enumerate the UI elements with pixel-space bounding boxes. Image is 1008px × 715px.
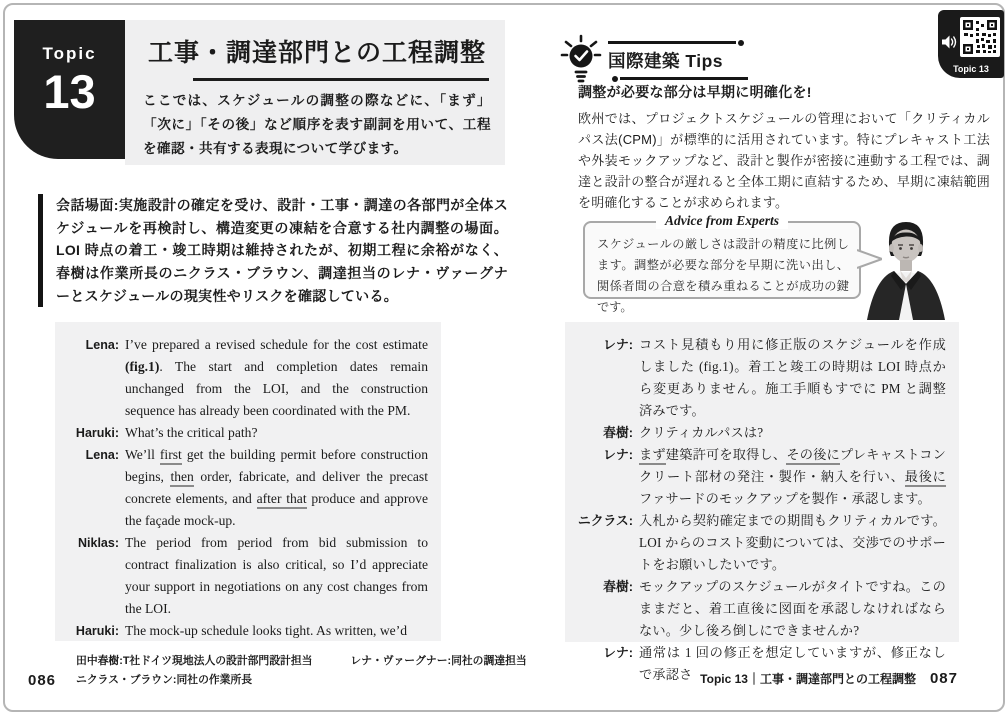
credit-niklas: ニクラス・ブラウン:同社の作業所長 [76, 673, 253, 686]
topic-label: Topic [42, 44, 97, 63]
expert-photo [863, 212, 949, 325]
dialogue-text: まず建築許可を取得し、その後にプレキャストコンクリート部材の発注・製作・納入を行い、最後にファサードのモックアップを製作・承認します。 [639, 447, 947, 506]
speaker-label: Lena: [85, 338, 119, 352]
speaker-label: レナ: [603, 337, 633, 352]
tips-rule-top [608, 41, 736, 44]
page-number-right: 087 [929, 670, 958, 687]
scene-description: 会話場面:実施設計の確定を受け、設計・工事・調達の各部門が全体スケジュールを再検討し、構造変更の凍結を合意する社内調整の場面。LOI 時点の着工・竣工時期は維持されたが、初期工程に余裕がなく、春樹は作業所長のニクラス・ブラウン、調達担当のレナ・ヴァーグナーとスケジュールの現実性やリスクを確認している。 [38, 194, 508, 307]
speaker-icon [941, 34, 958, 55]
dialogue-text: We’ll first get the building permit before construction begins, then order, fabricate, and deliver the precast concrete elements, and after that produce and approve the façade mock-up. [125, 447, 428, 528]
tips-heading: 調整が必要な部分は早期に明確化を! [578, 84, 812, 100]
topic-badge [14, 20, 125, 159]
left-footer [28, 652, 527, 689]
sequence-word: first [160, 447, 182, 465]
topic-number: 13 [43, 65, 96, 118]
sequence-word: then [170, 469, 193, 487]
page-number-left: 086 [28, 672, 57, 689]
right-footer [700, 670, 958, 687]
dialogue-text: コスト見積もり用に修正版のスケジュールを作成しました (fig.1)。着工と竣工の時期は LOI 時点から変更ありません。施工手順もすでに PM と調整済みです。 [639, 337, 946, 418]
dialogue-text: クリティカルパスは? [639, 425, 764, 440]
sequence-word: after that [257, 491, 307, 509]
dialogue-text: 通常は 1 回の修正を想定していますが、修正なしで承認さ [639, 645, 946, 682]
title-panel [125, 20, 505, 165]
dialogue-row [571, 422, 946, 444]
dialogue-row [63, 444, 428, 532]
dialogue-text: The mock-up schedule looks tight. As written, we’d [125, 623, 408, 638]
dialogue-panel-english [55, 322, 441, 641]
qr-code [960, 17, 1000, 62]
dialogue-row [63, 620, 428, 642]
dialogue-row [571, 334, 946, 422]
lightbulb-check-icon [560, 34, 602, 89]
speaker-label: 春樹: [603, 425, 633, 440]
speaker-label: レナ: [603, 447, 633, 462]
tips-title: 国際建築 Tips [608, 51, 724, 71]
dialogue-row [571, 444, 946, 510]
speaker-label: Haruki: [75, 426, 119, 440]
dialogue-text: What’s the critical path? [125, 425, 258, 440]
topic-intro: ここでは、スケジュールの調整の際などに、「まず」「次に」「その後」など順序を表す副詞を用いて、工程を確認・共有する表現について学びます。 [143, 93, 491, 157]
sequence-word: その後に [786, 447, 840, 465]
credit-lena: レナ・ヴァーグナー:同社の調達担当 [350, 655, 527, 668]
dialogue-text: モックアップのスケジュールがタイトですね。このままだと、着工直後に図面を承認しなければならない。少し後ろ倒しにできませんか? [639, 579, 946, 638]
advice-bubble [583, 213, 861, 314]
footer-topic-title: Topic 13｜工事・調達部門との工程調整 [700, 672, 916, 686]
advice-text: スケジュールの厳しさは設計の精度に比例します。調整が必要な部分を早期に洗い出し、関係者間の合意を積み重ねることが成功の鍵です。 [597, 237, 849, 314]
tips-rule-bottom [620, 77, 748, 80]
dialogue-row [571, 576, 946, 642]
character-credits [76, 652, 527, 689]
title-divider [193, 78, 489, 81]
audio-qr-badge [938, 10, 1004, 78]
credit-haruki: 田中春樹:T社ドイツ現地法人の設計部門設計担当 [76, 655, 313, 668]
speaker-label: Haruki: [75, 624, 119, 638]
bold-text: (fig.1) [125, 359, 160, 374]
dialogue-row [63, 532, 428, 620]
tips-section [578, 82, 990, 213]
tips-header [560, 32, 790, 88]
speaker-label: 春樹: [603, 579, 633, 594]
dialogue-row [63, 422, 428, 444]
page-title: 工事・調達部門との工程調整 [147, 39, 486, 67]
tips-body: 欧州では、プロジェクトスケジュールの管理において「クリティカルパス法(CPM)」が標準的に活用されています。特にプレキャスト工法や外装モックアップなど、設計と製作が密接に連動する工程では、調達と設計の整合が遅れると全体工期に直結するため、早期に凍結範囲を明確化することが求められます。 [578, 111, 990, 211]
sequence-word: まず [639, 447, 666, 465]
speaker-label: レナ: [603, 645, 633, 660]
dialogue-row [571, 510, 946, 576]
speaker-label: Niklas: [78, 536, 119, 550]
dialogue-text: The period from period from bid submission to contract finalization is also critical, so I’d appreciate your support in negotiations on any cost changes from the LOI. [125, 535, 428, 616]
advice-title: Advice from Experts [656, 213, 788, 229]
dialogue-text: 入札から契約確定までの期間もクリティカルです。LOI からのコスト変動については、交渉でのサポートをお願いしたいです。 [639, 513, 946, 572]
dialogue-row [63, 334, 428, 422]
dialogue-text: I’ve prepared a revised schedule for the cost estimate (fig.1). The start and completion dates remain unchanged from the LOI, and the construction sequence has already been coordinated with the PM. [125, 337, 428, 418]
speaker-label: ニクラス: [577, 513, 633, 528]
speaker-label: Lena: [85, 448, 119, 462]
audio-box-label: Topic 13 [953, 64, 989, 74]
sequence-word: 最後に [905, 469, 946, 487]
